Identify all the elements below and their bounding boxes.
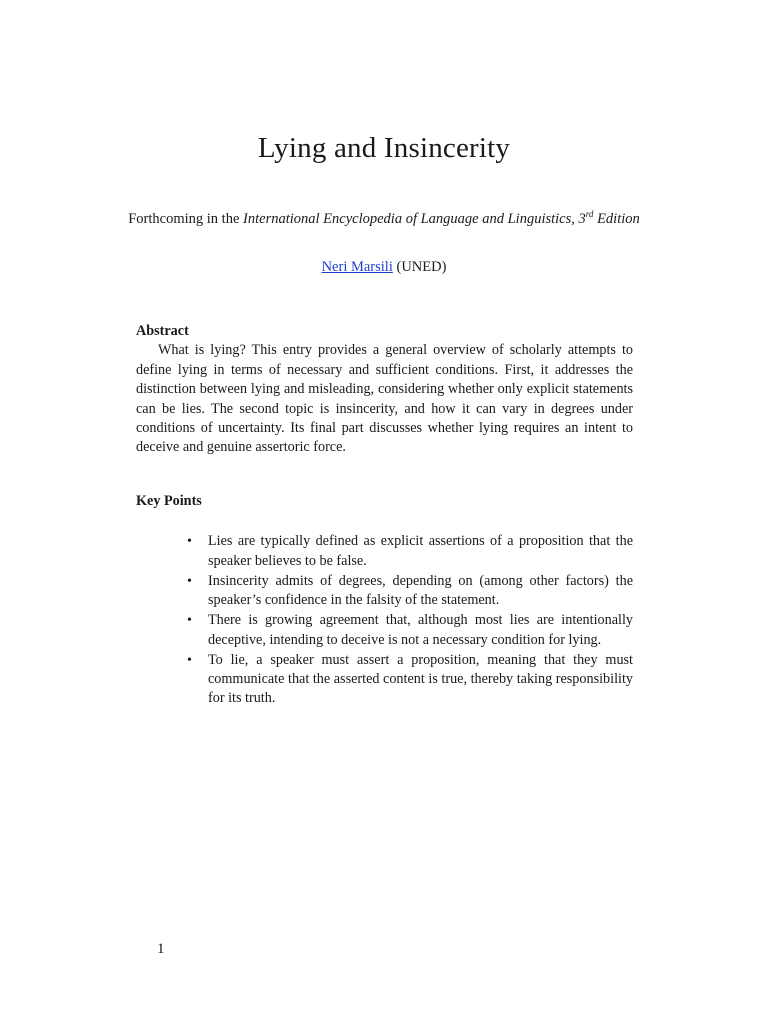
list-item xyxy=(187,532,633,571)
author-affiliation: (UNED) xyxy=(392,259,447,275)
abstract-heading: Abstract xyxy=(136,323,189,339)
key-points-section xyxy=(136,492,633,709)
key-points-heading: Key Points xyxy=(136,493,202,509)
subtitle-prefix: Forthcoming in the xyxy=(128,210,244,227)
list-item xyxy=(187,611,633,650)
bullet-icon: • xyxy=(187,613,192,629)
abstract-section xyxy=(136,322,633,458)
author-link[interactable]: Neri Marsili xyxy=(321,259,393,275)
key-point-text: To lie, a speaker must assert a proposition, meaning that they must communicate that the asserted content is true, thereby taking responsibility for its truth. xyxy=(208,651,633,707)
edition-ordinal: rd xyxy=(585,209,594,219)
key-point-text: There is growing agreement that, although most lies are intentionally deceptive, intending to deceive is not a necessary condition for lying. xyxy=(208,612,633,648)
bullet-icon: • xyxy=(187,573,192,589)
document-subtitle xyxy=(0,209,768,228)
encyclopedia-title: International Encyclopedia of Language and Linguistics, 3 xyxy=(243,210,586,227)
bullet-icon: • xyxy=(187,652,192,668)
abstract-text: What is lying? This entry provides a general overview of scholarly attempts to define lying in terms of necessary and sufficient conditions. First, it addresses the distinction between lying and misleading, considering whether only explicit statements can be lies. The second topic is insincerity, and how it can vary in degrees under conditions of uncertainty. Its final part discusses whether lying requires an intent to deceive and genuine assertoric force. xyxy=(136,342,633,456)
edition-suffix: Edition xyxy=(593,210,640,227)
list-item xyxy=(187,651,633,709)
list-item xyxy=(187,572,633,611)
key-point-text: Lies are typically defined as explicit assertions of a proposition that the speaker believes to be false. xyxy=(208,533,633,569)
page-number: 1 xyxy=(157,941,165,957)
bullet-icon: • xyxy=(187,534,192,550)
key-point-text: Insincerity admits of degrees, depending on (among other factors) the speaker’s confidence in the falsity of the statement. xyxy=(208,572,633,609)
author-line xyxy=(0,259,768,276)
encyclopedia-name xyxy=(243,211,640,227)
document-title: Lying and Insincerity xyxy=(257,132,511,164)
key-points-list xyxy=(136,532,633,708)
